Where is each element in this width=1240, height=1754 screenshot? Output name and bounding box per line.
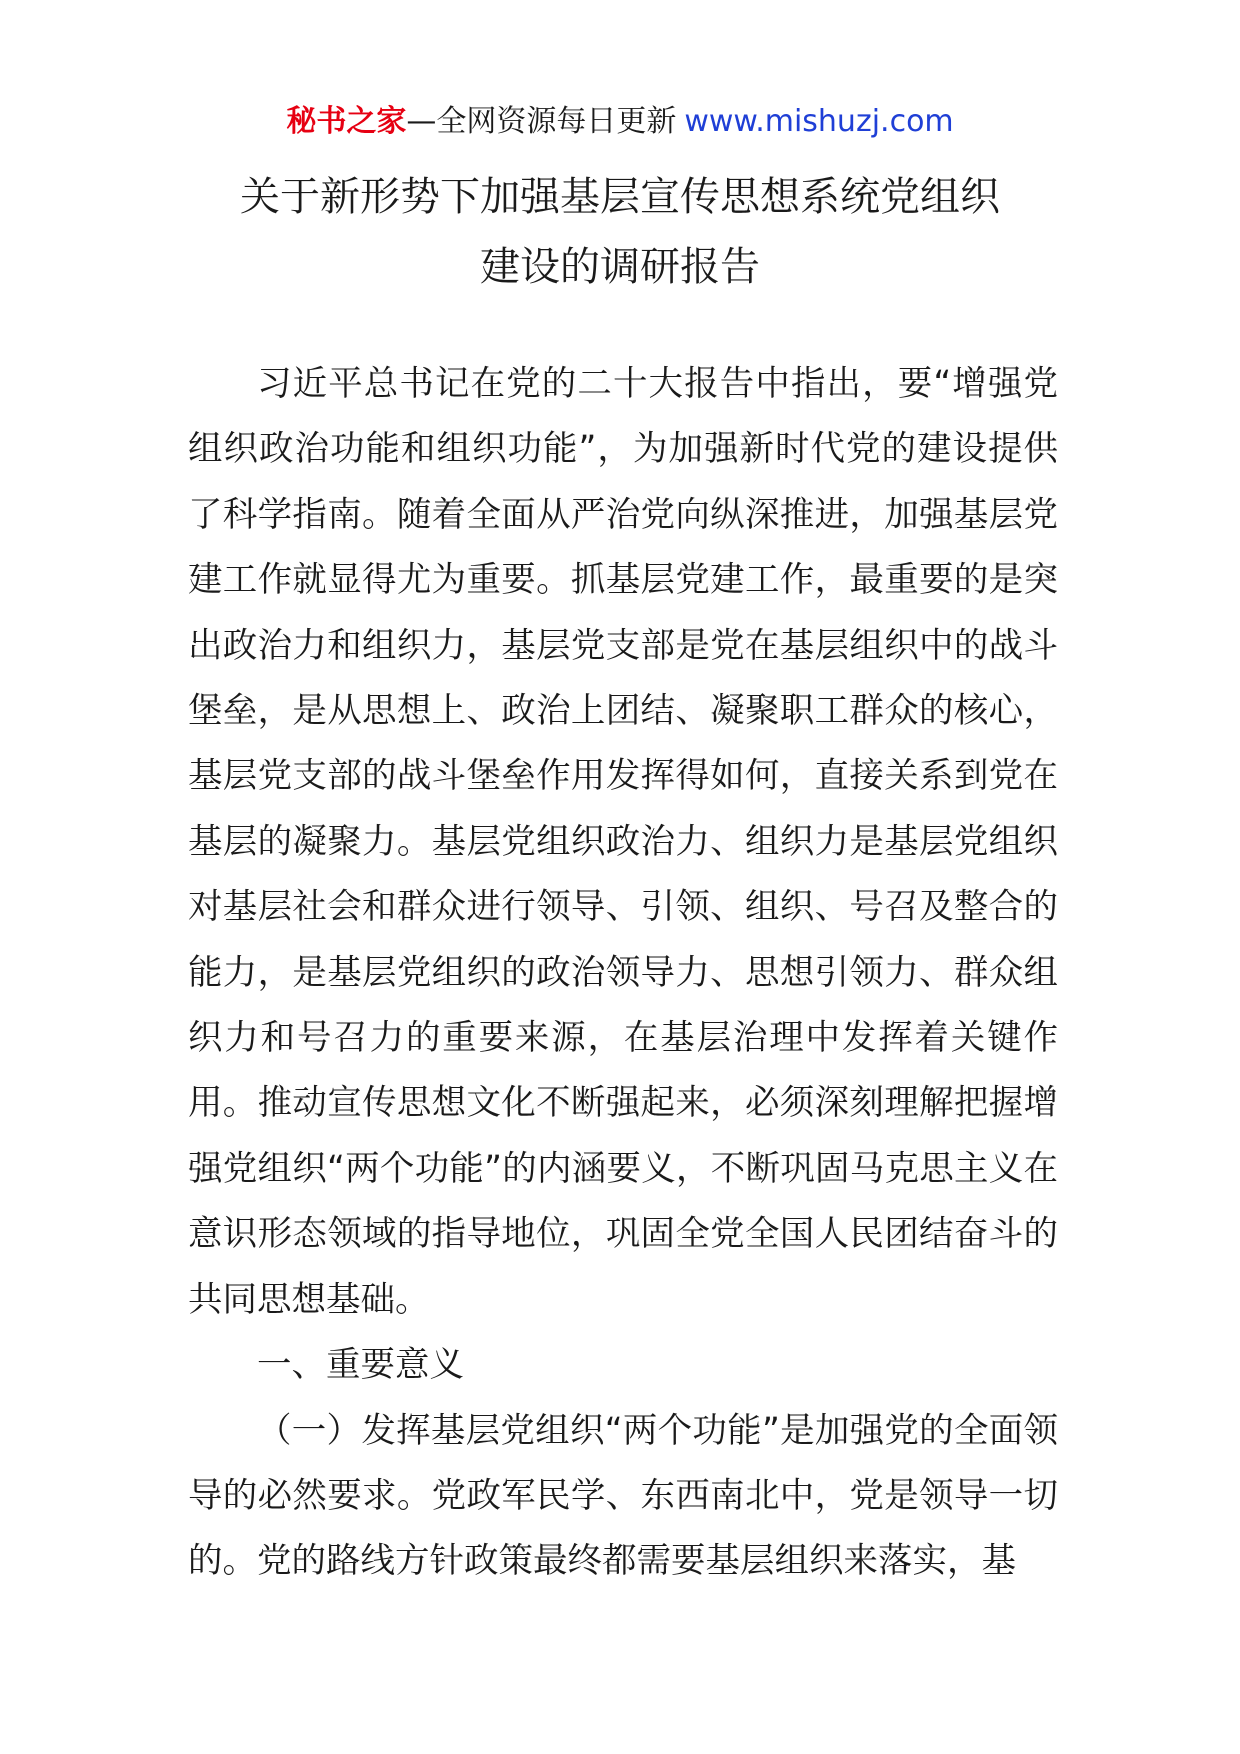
document-body xyxy=(188,352,1058,1595)
intro-paragraph: 习近平总书记在党的二十大报告中指出，要“增强党组织政治功能和组织功能”，为加强新时代党的建设提供了科学指南。随着全面从严治党向纵深推进，加强基层党建工作就显得尤为重要。抓基层党建工作，最重要的是突出政治力和组织力，基层党支部是党在基层组织中的战斗堡垒，是从思想上、政治上团结、凝聚职工群众的核心，基层党支部的战斗堡垒作用发挥得如何，直接关系到党在基层的凝聚力。基层党组织政治力、组织力是基层党组织对基层社会和群众进行领导、引领、组织、号召及整合的能力，是基层党组织的政治领导力、思想引领力、群众组织力和号召力的重要来源，在基层治理中发挥着关键作用。推动宣传思想文化不断强起来，必须深刻理解把握增强党组织“两个功能”的内涵要义，不断巩固马克思主义在意识形态领域的指导地位，巩固全党全国人民团结奋斗的共同思想基础。 xyxy=(188,364,1058,1320)
document-title xyxy=(0,162,1240,302)
section-heading: 一、重要意义 xyxy=(257,1345,464,1386)
title-line-2: 建设的调研报告 xyxy=(480,244,760,290)
site-brand: 秘书之家 xyxy=(286,104,407,139)
title-line-1: 关于新形势下加强基层宣传思想系统党组织 xyxy=(240,174,1000,220)
subsection-paragraph: （一）发挥基层党组织“两个功能”是加强党的全面领导的必然要求。党政军民学、东西南北中，党是领导一切的。党的路线方针政策最终都需要基层组织来落实，基 xyxy=(188,1410,1058,1582)
site-url-link[interactable]: www.mishuzj.com xyxy=(684,104,954,139)
site-tagline: —全网资源每日更新 xyxy=(406,104,677,139)
site-header xyxy=(0,102,1240,142)
